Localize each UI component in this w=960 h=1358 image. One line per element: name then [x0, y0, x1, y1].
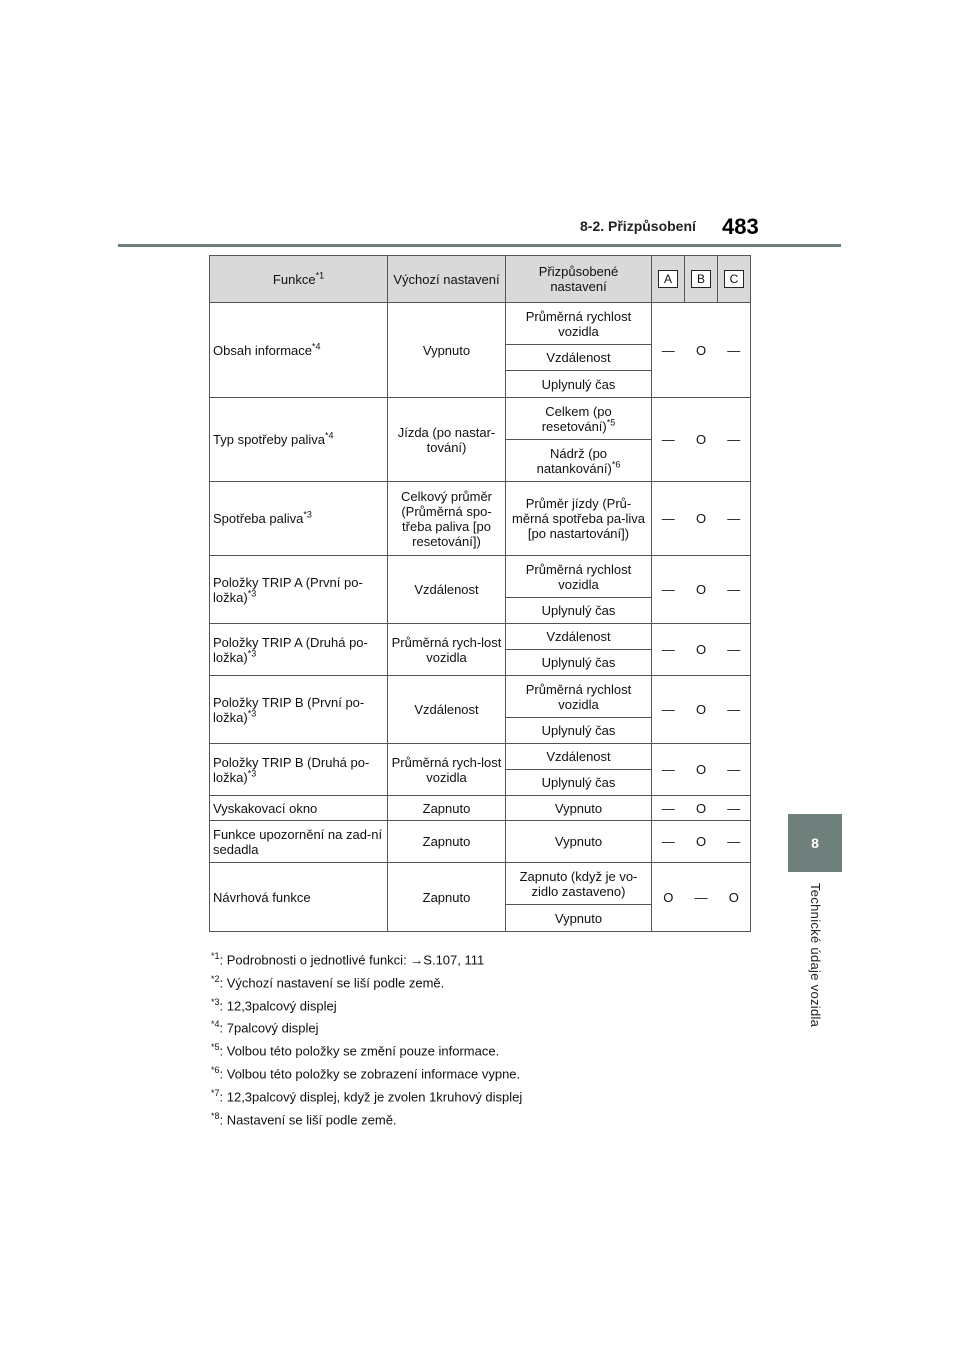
- cell-custom: Vzdálenost: [506, 624, 652, 650]
- cell-default: Zapnuto: [388, 821, 506, 863]
- table-row: [210, 676, 751, 718]
- cell-b: —: [685, 863, 718, 932]
- section-title: 8-2. Přizpůsobení: [580, 218, 696, 234]
- cell-b: O: [685, 744, 718, 796]
- cell-function: Typ spotřeby paliva$^{*4}$: [210, 398, 388, 482]
- cell-c: —: [718, 796, 751, 821]
- cell-b: O: [685, 482, 718, 556]
- cell-a: O: [652, 863, 685, 932]
- cell-default: Průměrná rych-lost vozidla: [388, 744, 506, 796]
- badge-c: C: [724, 270, 744, 288]
- cell-c: O: [718, 863, 751, 932]
- table-row: [210, 624, 751, 650]
- header-c: [718, 256, 751, 303]
- settings-table: [209, 255, 751, 932]
- footnote: $^{*4}$: 7palcový displej: [211, 1019, 319, 1036]
- cell-custom: Uplynulý čas: [506, 770, 652, 796]
- chapter-title: Technické údaje vozidla: [808, 883, 823, 1028]
- cell-function: Položky TRIP A (Druhá po-ložka)$^{*3}$: [210, 624, 388, 676]
- cell-a: —: [652, 624, 685, 676]
- cell-c: —: [718, 821, 751, 863]
- cell-b: O: [685, 398, 718, 482]
- cell-a: —: [652, 821, 685, 863]
- cell-c: —: [718, 398, 751, 482]
- cell-a: —: [652, 676, 685, 744]
- cell-custom: Uplynulý čas: [506, 650, 652, 676]
- table-row: [210, 556, 751, 598]
- cell-b: O: [685, 624, 718, 676]
- badge-a: A: [658, 270, 678, 288]
- cell-c: —: [718, 676, 751, 744]
- table-row: [210, 744, 751, 770]
- cell-c: —: [718, 556, 751, 624]
- cell-custom: Zapnuto (když je vo-zidlo zastaveno): [506, 863, 652, 905]
- cell-function: Položky TRIP B (Druhá po-ložka)$^{*3}$: [210, 744, 388, 796]
- footnote: $^{*2}$: Výchozí nastavení se liší podle země.: [211, 973, 445, 991]
- cell-custom: Vzdálenost: [506, 744, 652, 770]
- table-row: [210, 398, 751, 440]
- cell-custom: Uplynulý čas: [506, 718, 652, 744]
- cell-default: Průměrná rych-lost vozidla: [388, 624, 506, 676]
- header-b: [685, 256, 718, 303]
- cell-c: —: [718, 482, 751, 556]
- footnote: $^{*8}$: Nastavení se liší podle země.: [211, 1110, 397, 1128]
- badge-b: B: [691, 270, 711, 288]
- cell-default: Celkový průměr (Průměrná spo-třeba paliva [po resetování]): [388, 482, 506, 556]
- header-default: Výchozí nastavení: [388, 256, 506, 303]
- cell-custom: Průměrná rychlost vozidla: [506, 303, 652, 345]
- cell-custom: Nádrž (po natankování)$^{*6}$: [506, 440, 652, 482]
- cell-a: —: [652, 744, 685, 796]
- cell-function: Funkce upozornění na zad-ní sedadla: [210, 821, 388, 863]
- table-header-row: [210, 256, 751, 303]
- header-custom: Přizpůsobené nastavení: [506, 256, 652, 303]
- cell-custom: Uplynulý čas: [506, 598, 652, 624]
- footnote: $^{*1}$: Podrobnosti o jednotlivé funkci: →S.107, 111: [211, 951, 485, 968]
- cell-a: —: [652, 398, 685, 482]
- table-row: [210, 796, 751, 821]
- cell-function: Obsah informace$^{*4}$: [210, 303, 388, 398]
- footnote: $^{*5}$: Volbou této položky se změní pouze informace.: [211, 1042, 500, 1059]
- cell-default: Vzdálenost: [388, 556, 506, 624]
- cell-a: —: [652, 482, 685, 556]
- cell-b: O: [685, 796, 718, 821]
- footnotes: [211, 947, 522, 1130]
- cell-function: Položky TRIP B (První po-ložka)$^{*3}$: [210, 676, 388, 744]
- cell-custom: Průměr jízdy (Prů-měrná spotřeba pa-liva [po nastartování]): [506, 482, 652, 556]
- cell-custom: Vypnuto: [506, 821, 652, 863]
- cell-b: O: [685, 676, 718, 744]
- cell-a: —: [652, 303, 685, 398]
- cell-custom: Celkem (po resetování)$^{*5}$: [506, 398, 652, 440]
- footnote: $^{*7}$: 12,3palcový displej, když je zvolen 1kruhový displej: [211, 1087, 523, 1105]
- chapter-tab: 8: [788, 814, 842, 872]
- cell-function: Vyskakovací okno: [210, 796, 388, 821]
- table-row: [210, 863, 751, 905]
- footnote: $^{*6}$: Volbou této položky se zobrazení informace vypne.: [211, 1065, 521, 1082]
- cell-default: Zapnuto: [388, 863, 506, 932]
- cell-custom: Uplynulý čas: [506, 371, 652, 398]
- cell-b: O: [685, 556, 718, 624]
- cell-default: Vzdálenost: [388, 676, 506, 744]
- cell-custom: Vypnuto: [506, 796, 652, 821]
- cell-c: —: [718, 303, 751, 398]
- cell-custom: Vzdálenost: [506, 345, 652, 371]
- page-number: 483: [722, 214, 759, 239]
- cell-function: Spotřeba paliva$^{*3}$: [210, 482, 388, 556]
- cell-c: —: [718, 624, 751, 676]
- cell-custom: Vypnuto: [506, 905, 652, 932]
- table-row: [210, 821, 751, 863]
- header-a: [652, 256, 685, 303]
- cell-custom: Průměrná rychlost vozidla: [506, 556, 652, 598]
- table-row: [210, 303, 751, 345]
- cell-function: Návrhová funkce: [210, 863, 388, 932]
- header-function: Funkce$^{*1}$: [210, 256, 388, 303]
- cell-function: Položky TRIP A (První po-ložka)$^{*3}$: [210, 556, 388, 624]
- header-rule: [118, 244, 841, 247]
- cell-b: O: [685, 303, 718, 398]
- cell-b: O: [685, 821, 718, 863]
- cell-a: —: [652, 556, 685, 624]
- cell-default: Zapnuto: [388, 796, 506, 821]
- cell-default: Jízda (po nastar-tování): [388, 398, 506, 482]
- cell-c: —: [718, 744, 751, 796]
- cell-default: Vypnuto: [388, 303, 506, 398]
- cell-custom: Průměrná rychlost vozidla: [506, 676, 652, 718]
- cell-a: —: [652, 796, 685, 821]
- table-row: [210, 482, 751, 556]
- footnote: $^{*3}$: 12,3palcový displej: [211, 996, 337, 1013]
